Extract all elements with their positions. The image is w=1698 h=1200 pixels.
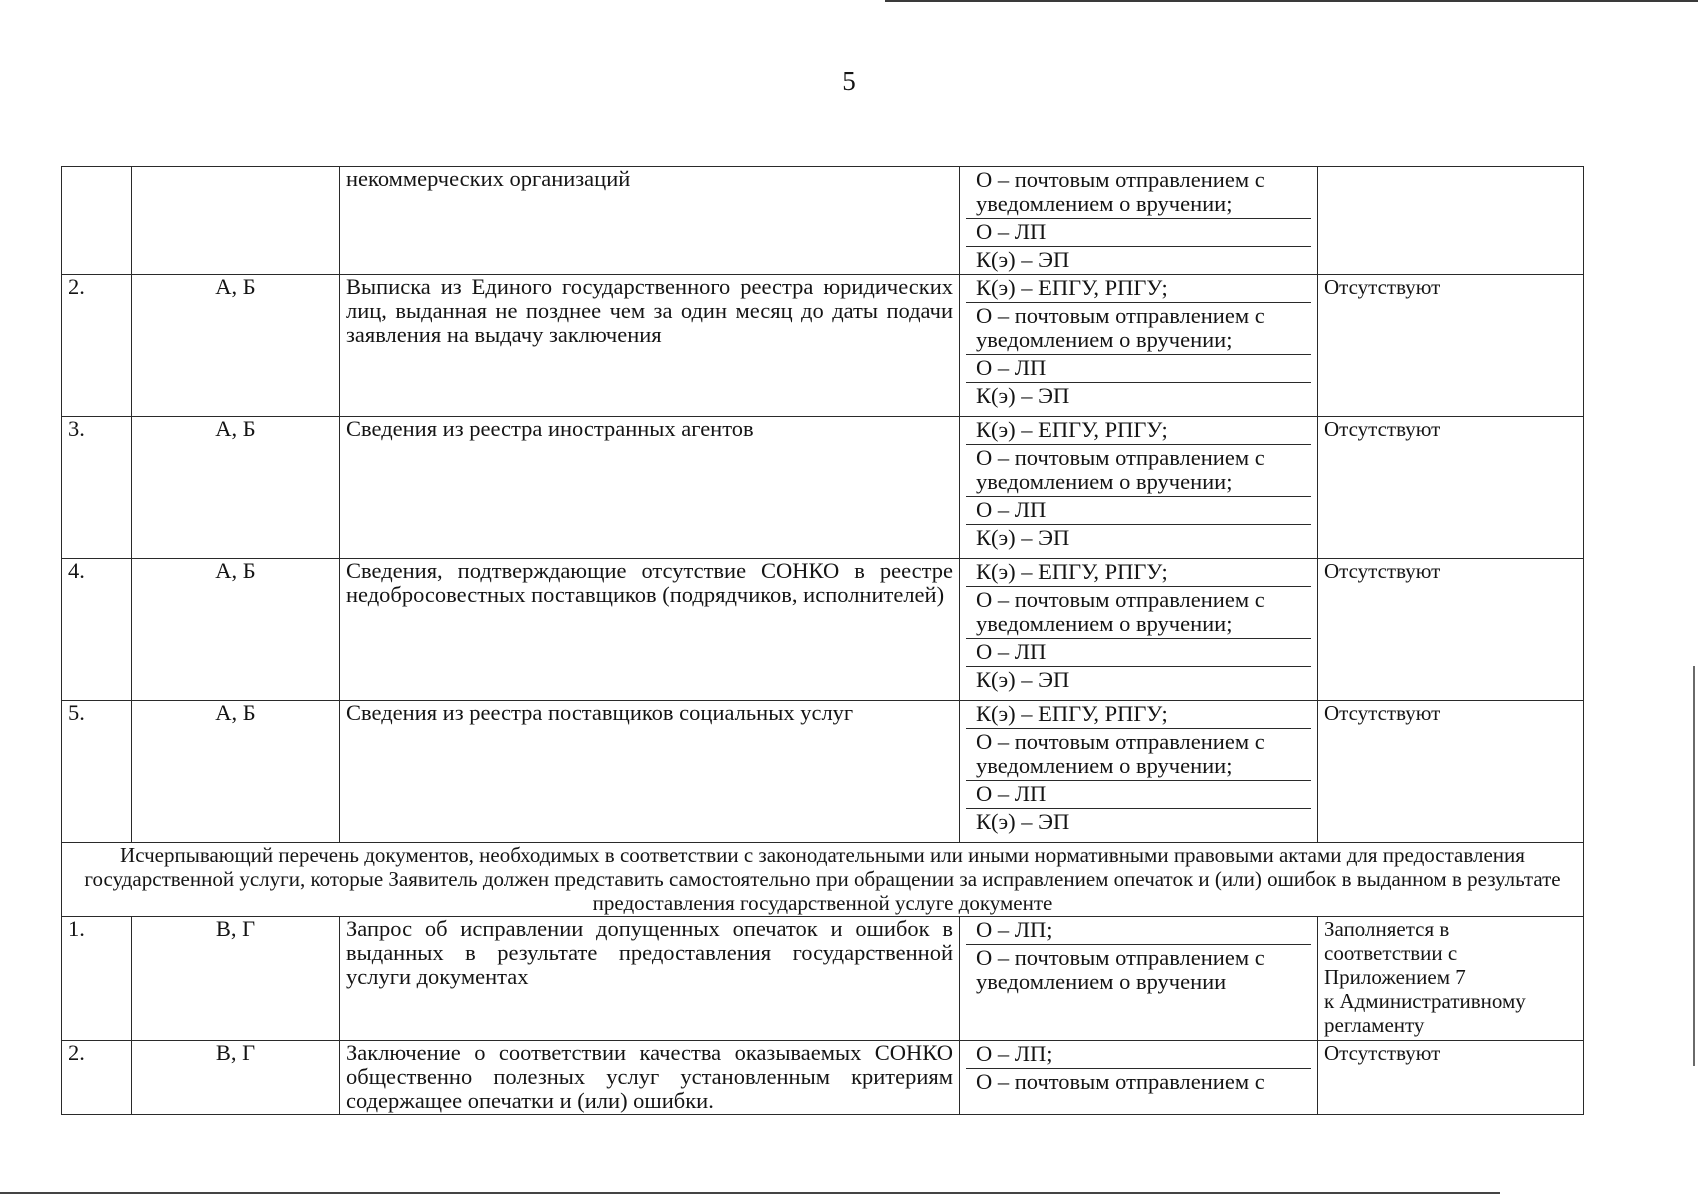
row-number: [62, 167, 132, 275]
applicant-group: А, Б: [132, 417, 340, 559]
document-name: некоммерческих организаций: [340, 167, 960, 275]
method-item: О – почтовым отправлением с уведомлением о вручении;: [966, 587, 1311, 639]
method-item: О – ЛП;: [966, 1041, 1311, 1069]
section-heading-row: [62, 843, 1584, 917]
applicant-group: А, Б: [132, 559, 340, 701]
page-number: 5: [842, 66, 856, 96]
method-item: О – ЛП: [966, 219, 1311, 247]
table-row: [62, 417, 1584, 559]
method-item: К(э) – ЕПГУ, РПГУ;: [966, 559, 1311, 587]
method-item: О – почтовым отправлением с уведомлением о вручении;: [966, 303, 1311, 355]
method-item: О – ЛП: [966, 781, 1311, 809]
table-row: [62, 917, 1584, 1041]
document-name: Заключение о соответствии качества оказываемых СОНКО общественно полезных услуг установленным критериям содержащее опечатки и (или) ошибки.: [340, 1041, 960, 1115]
scan-edge-line-bottom: [0, 1192, 1500, 1194]
table-row: [62, 1041, 1584, 1115]
method-item: О – ЛП: [966, 639, 1311, 667]
table-row: [62, 167, 1584, 275]
document-name: Сведения, подтверждающие отсутствие СОНКО в реестре недобросовестных поставщиков (подрядчиков, исполнителей): [340, 559, 960, 701]
applicant-group: А, Б: [132, 701, 340, 843]
submission-methods: [960, 275, 1318, 417]
requirements-note: Отсутствуют: [1318, 701, 1584, 843]
submission-methods: [960, 559, 1318, 701]
method-item: К(э) – ЭП: [976, 525, 1070, 550]
method-item: О – ЛП: [966, 355, 1311, 383]
applicant-group: В, Г: [132, 917, 340, 1041]
submission-methods: [960, 701, 1318, 843]
method-item: К(э) – ЕПГУ, РПГУ;: [966, 275, 1311, 303]
applicant-group: А, Б: [132, 275, 340, 417]
submission-methods: [960, 417, 1318, 559]
method-item: О – почтовым отправлением с уведомлением о вручении;: [966, 167, 1311, 219]
submission-methods: [960, 1041, 1318, 1115]
table-row: [62, 275, 1584, 417]
requirements-note: Отсутствуют: [1318, 275, 1584, 417]
document-name: Выписка из Единого государственного реестра юридических лиц, выданная не позднее чем за один месяц до даты подачи заявления на выдачу заключения: [340, 275, 960, 417]
table-row: [62, 559, 1584, 701]
requirements-note: Отсутствуют: [1318, 1041, 1584, 1115]
method-item: О – почтовым отправлением с уведомлением о вручении: [976, 945, 1265, 994]
method-item: О – почтовым отправлением с уведомлением о вручении;: [966, 729, 1311, 781]
applicant-group: [132, 167, 340, 275]
row-number: 2.: [62, 275, 132, 417]
row-number: 1.: [62, 917, 132, 1041]
document-name: Запрос об исправлении допущенных опечаток и ошибок в выданных в результате предоставления государственной услуги документах: [340, 917, 960, 1041]
scan-edge-line-right: [1693, 666, 1695, 1066]
row-number: 3.: [62, 417, 132, 559]
row-number: 2.: [62, 1041, 132, 1115]
method-item: К(э) – ЕПГУ, РПГУ;: [966, 701, 1311, 729]
method-item: О – ЛП: [966, 497, 1311, 525]
documents-table: [61, 166, 1584, 1115]
method-item: К(э) – ЭП: [976, 383, 1070, 408]
requirements-note: Отсутствуют: [1318, 559, 1584, 701]
method-item: К(э) – ЭП: [976, 667, 1070, 692]
row-number: 4.: [62, 559, 132, 701]
row-number: 5.: [62, 701, 132, 843]
requirements-note: Заполняется в соответствии с Приложением 7 к Административному регламенту: [1318, 917, 1584, 1041]
section-heading: Исчерпывающий перечень документов, необходимых в соответствии с законодательными или иными нормативными правовыми актами для предоставления государственной услуги, которые Заявитель должен представить самостоятельно при обращении за исправлением опечаток и (или) ошибок в выданном в результате предоставления государственной услуге документе: [62, 843, 1584, 917]
scan-edge-line-top: [885, 0, 1698, 2]
applicant-group: В, Г: [132, 1041, 340, 1115]
method-item: К(э) – ЭП: [976, 247, 1070, 272]
submission-methods: [960, 917, 1318, 1041]
table-row: [62, 701, 1584, 843]
requirements-note: [1318, 167, 1584, 275]
method-item: К(э) – ЭП: [976, 809, 1070, 834]
method-item: О – почтовым отправлением с уведомлением о вручении;: [966, 445, 1311, 497]
method-item: К(э) – ЕПГУ, РПГУ;: [966, 417, 1311, 445]
document-name: Сведения из реестра поставщиков социальных услуг: [340, 701, 960, 843]
submission-methods: [960, 167, 1318, 275]
method-item: О – ЛП;: [966, 917, 1311, 945]
requirements-note: Отсутствуют: [1318, 417, 1584, 559]
method-item: О – почтовым отправлением с: [976, 1069, 1265, 1094]
document-name: Сведения из реестра иностранных агентов: [340, 417, 960, 559]
